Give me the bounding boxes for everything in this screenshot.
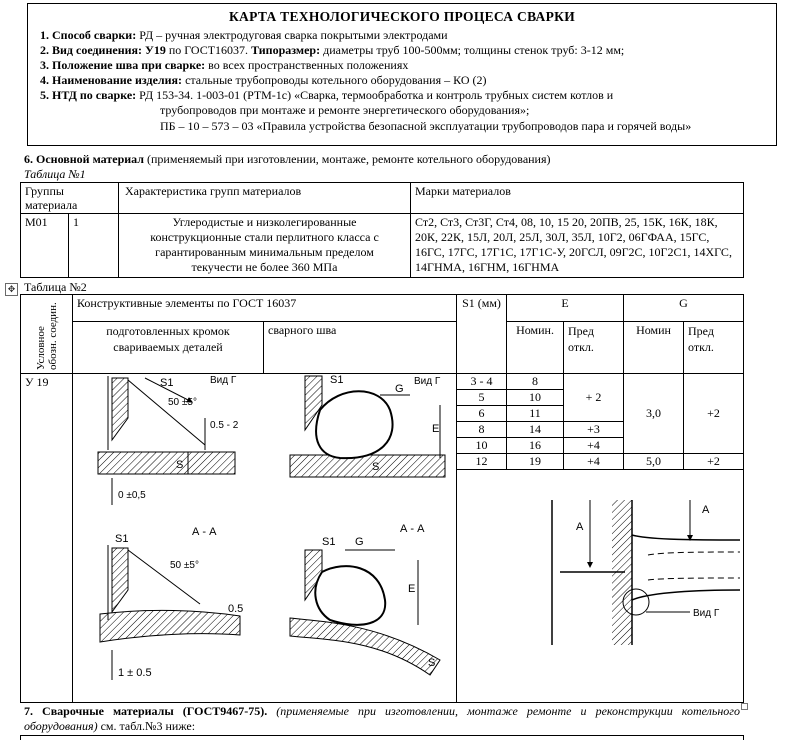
dim-g: G: [395, 383, 404, 395]
group-description: Углеродистые и низколегированные конструкционные стали перлитного класса с гарантированным минимальным пределом текучести не более 360 МПа: [119, 214, 411, 278]
section-6-heading: 6. Основной материал (применяемый при изготовлении, монтаже, ремонте котельного оборудования): [24, 152, 551, 166]
dim-s1: S1: [160, 377, 174, 389]
e-value: 11: [507, 406, 564, 422]
e-value: 10: [507, 390, 564, 406]
col-header-designation: Условное обозн. соедин.: [21, 295, 73, 374]
ntd-line: 5. НТД по сварке: РД 153-34. 1-003-01 (РТМ-1с) «Сварка, термообработка и контроль трубных систем котлов и: [40, 88, 614, 102]
product-name-line: 4. Наименование изделия: стальные трубопроводы котельного оборудования – КО (2): [40, 73, 487, 87]
col-header-e-nom: Номин.: [507, 322, 564, 374]
s1-value: 6: [457, 406, 507, 422]
ntd-line-2: трубопроводов при монтаже и ремонте энергетического оборудования»;: [160, 103, 530, 117]
dim-e: E: [408, 583, 416, 595]
pipe-joint-drawing: [552, 500, 740, 645]
s1-value: 3 - 4: [457, 374, 507, 390]
joint-type-line: 2. Вид соединения: У19 по ГОСТ16037. Типоразмер: диаметры труб 100-500мм; толщины стенок труб: 3-12 мм;: [40, 43, 625, 57]
seam-drawing: [290, 374, 445, 477]
dim-s: S: [176, 459, 184, 471]
col-header-g-nom: Номин: [624, 322, 684, 374]
dim-half: 0.5: [228, 603, 244, 615]
e-deviation: + 2: [564, 374, 624, 422]
dim-s1: S1: [322, 536, 336, 548]
dim-s: S: [372, 461, 380, 473]
dim-g: G: [355, 536, 364, 548]
e-deviation: +3: [564, 422, 624, 438]
g-nominal: 5,0: [624, 454, 684, 470]
material-grades: Ст2, Ст3, Ст3Г, Ст4, 08, 10, 15 20, 20ПВ, 25, 15К, 16К, 18К, 20К, 22К, 15Л, 20Л, 25Л, 30Л, 35Л, 10Г2, 06ГФАА, 15ГС, 16ГС, 17ГС, 17Г1С, 17Г1С-У, 20ГСЛ, 09Г2С, 10Г2С1, 14ХГС, 14ГНМА, 16ГНМ, 16ГНМА: [411, 214, 744, 278]
section-label: А - А: [192, 526, 217, 538]
weld-position-line: 3. Положение шва при сварке: во всех пространственных положениях: [40, 58, 409, 72]
s1-value: 8: [457, 422, 507, 438]
ntd-line-3: ПБ – 10 – 573 – 03 «Правила устройства безопасной эксплуатации трубопроводов пара и горячей воды»: [160, 119, 692, 133]
dim-angle: 50 ±5°: [170, 560, 199, 571]
col-header-g-dev: Пред откл.: [684, 322, 744, 374]
col-header-s1: S1 (мм): [457, 295, 507, 374]
section-label: А - А: [400, 523, 425, 535]
section-arrow-label: А: [576, 521, 584, 533]
s1-value: 12: [457, 454, 507, 470]
dim-s: S: [428, 657, 436, 669]
joint-code: У 19: [21, 374, 73, 703]
col-header-e-dev: Пред откл.: [564, 322, 624, 374]
group-number: 1: [69, 214, 119, 278]
col-header-groups: Группы материала: [21, 183, 119, 214]
g-nominal: 3,0: [624, 374, 684, 454]
dim-zero: 0 ±0,5: [118, 490, 146, 501]
table-move-handle-icon[interactable]: ✥: [5, 283, 18, 296]
e-deviation: +4: [564, 438, 624, 454]
dim-gap: 0.5 - 2: [210, 420, 239, 431]
dim-s1: S1: [115, 533, 129, 545]
g-deviation: +2: [684, 454, 744, 470]
col-header-seam: сварного шва: [264, 322, 457, 374]
welding-method-line: 1. Способ сварки: РД – ручная электродуговая сварка покрытыми электродами: [40, 28, 448, 42]
section-arrow-label: А: [702, 504, 710, 516]
e-value: 19: [507, 454, 564, 470]
e-value: 8: [507, 374, 564, 390]
dim-e: E: [432, 423, 440, 435]
col-header-edges: подготовленных кромок свариваемых деталей: [73, 322, 264, 374]
col-header-g: G: [624, 295, 744, 322]
col-header-grades: Марки материалов: [411, 183, 744, 214]
dim-one: 1 ± 0.5: [118, 667, 152, 679]
section-7-heading: 7. Сварочные материалы (ГОСТ9467-75). (применяемые при изготовлении, монтаже ремонте и реконструкции котельного оборудования) см. табл.№3 ниже:: [24, 704, 740, 733]
s1-value: 10: [457, 438, 507, 454]
col-header-characteristic: Характеристика групп материалов: [119, 183, 411, 214]
e-value: 14: [507, 422, 564, 438]
table-1-caption: Таблица №1: [24, 167, 86, 181]
group-code: М01: [21, 214, 69, 278]
col-header-e: Е: [507, 295, 624, 322]
table-2-caption: Таблица №2: [24, 280, 87, 294]
e-value: 16: [507, 438, 564, 454]
dim-angle: 50 ±5°: [168, 397, 197, 408]
section-aa-seam-drawing: [290, 523, 440, 675]
g-deviation: +2: [684, 374, 744, 454]
e-deviation: +4: [564, 454, 624, 470]
table-3-top: [20, 735, 744, 740]
table-resize-handle-icon[interactable]: [741, 703, 748, 710]
view-label: Вид Г: [210, 375, 237, 386]
edge-prep-drawing: [98, 375, 239, 505]
card-title: КАРТА ТЕХНОЛОГИЧЕСКОГО ПРОЦЕСА СВАРКИ: [228, 9, 576, 24]
s1-value: 5: [457, 390, 507, 406]
view-label: Вид Г: [693, 608, 720, 619]
col-header-structure: Конструктивные элементы по ГОСТ 16037: [73, 295, 457, 322]
view-label: Вид Г: [414, 376, 441, 387]
dim-s1: S1: [330, 374, 344, 386]
section-aa-edges-drawing: [100, 526, 243, 680]
